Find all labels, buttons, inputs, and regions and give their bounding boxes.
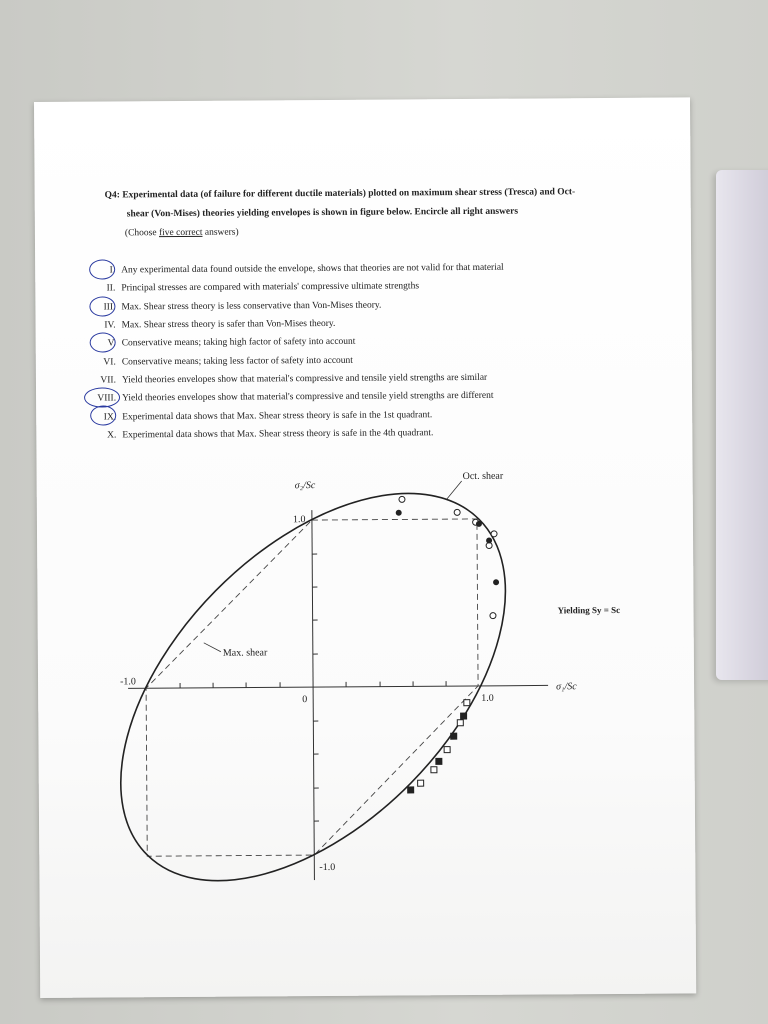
option-text: Conservative means; taking high factor of safety into account — [121, 337, 356, 349]
x-axis — [128, 685, 548, 688]
tick-x-neg: -1.0 — [120, 676, 136, 688]
option-text: Any experimental data found outside the envelope, shows that theories are not valid for that material — [121, 262, 504, 276]
option-number: III. — [103, 302, 116, 313]
filled-square-point — [460, 713, 467, 720]
option-number: VI. — [103, 357, 116, 368]
tick-x-pos: 1.0 — [481, 692, 494, 704]
tick-y-neg: -1.0 — [319, 861, 336, 874]
open-square-point — [444, 747, 450, 753]
option-number: VII. — [100, 375, 116, 386]
open-circle-point — [399, 496, 405, 502]
open-square-point — [418, 780, 424, 786]
oct-shear-pointer — [447, 481, 462, 499]
answer-circle — [90, 333, 116, 353]
tick-origin: 0 — [302, 694, 308, 706]
open-square-point — [464, 700, 470, 706]
open-circle-point — [490, 613, 496, 619]
option-number: IV. — [104, 320, 116, 331]
yield-envelope-figure — [107, 468, 670, 932]
option-10[interactable] — [86, 422, 646, 444]
max-shear-label: Max. shear — [222, 647, 268, 659]
filled-square-point — [407, 786, 414, 793]
filled-square-point — [450, 733, 457, 740]
question-block — [105, 183, 665, 244]
paper-sheet — [34, 97, 696, 998]
max-shear-pointer — [204, 643, 221, 652]
question-line-2: shear (Von-Mises) theories yielding envelopes is shown in figure below. Encircle all right answers — [126, 206, 519, 220]
oct-shear-label: Oct. shear — [462, 470, 504, 483]
figure-svg — [107, 468, 670, 932]
option-text: Principal stresses are compared with materials' compressive ultimate strengths — [121, 281, 420, 294]
choose-underlined: five correct — [158, 227, 203, 239]
option-number: VIII. — [97, 393, 117, 404]
option-number: X. — [107, 430, 117, 441]
oct-shear-envelope — [107, 468, 577, 932]
option-text: Experimental data shows that Max. Shear stress theory is safe in the 1st quadrant. — [122, 409, 433, 422]
option-text: Yield theories envelopes show that material's compressive and tensile yield strengths are different — [122, 391, 494, 404]
option-text: Experimental data shows that Max. Shear stress theory is safe in the 4th quadrant. — [122, 428, 434, 441]
y-axis-label: σ₂/Sc — [294, 480, 316, 492]
option-number: IX. — [103, 411, 117, 423]
filled-circle-point — [493, 579, 499, 585]
choose-suffix: answers) — [202, 227, 239, 238]
option-text: Yield theories envelopes show that material's compressive and tensile yield strengths are similar — [121, 372, 488, 386]
options-list — [85, 258, 646, 445]
question-line-1: Q4: Experimental data (of failure for different ductile materials) plotted on maximum shear stress (Tresca) and Oct- — [104, 187, 576, 201]
yielding-label: Yielding Sy = Sc — [557, 604, 621, 616]
filled-circle-point — [476, 521, 482, 527]
answer-circle — [89, 296, 115, 316]
answer-circle — [84, 387, 120, 407]
option-number: V. — [107, 338, 116, 349]
filled-circle-point — [396, 510, 402, 516]
option-text: Max. Shear stress theory is safer than Von-Mises theory. — [121, 318, 336, 331]
question-instruction — [105, 221, 665, 244]
choose-prefix: (Choose — [124, 228, 160, 239]
option-text: Conservative means; taking less factor of safety into account — [121, 355, 353, 368]
option-number: II. — [106, 283, 116, 294]
x-axis-label: σ₁/Sc — [556, 681, 577, 693]
filled-circle-point — [486, 538, 492, 544]
option-text: Max. Shear stress theory is less conservative than Von-Mises theory. — [121, 300, 382, 313]
answer-circle — [89, 259, 115, 279]
open-square-point — [457, 720, 463, 726]
data-points — [396, 496, 501, 794]
answer-circle — [90, 406, 116, 426]
option-number: I. — [109, 265, 116, 276]
y-axis — [312, 510, 315, 880]
filled-square-point — [435, 758, 442, 765]
open-square-point — [431, 767, 437, 773]
open-circle-point — [454, 509, 460, 515]
binder-background — [716, 170, 768, 680]
open-circle-point — [491, 531, 497, 537]
tick-y-pos: 1.0 — [292, 514, 306, 526]
